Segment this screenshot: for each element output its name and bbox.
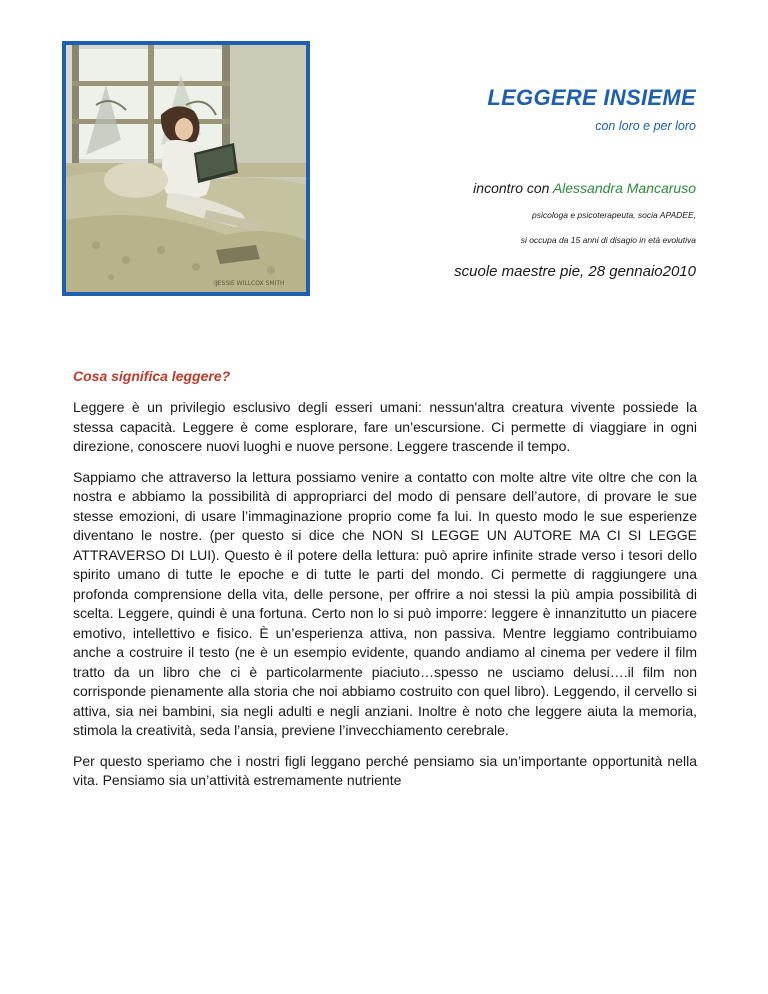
speaker-name: Alessandra Mancaruso [552, 180, 696, 196]
section-heading: Cosa significa leggere? [73, 368, 231, 384]
paragraph-3: Per questo speriamo che i nostri figli leggano perché pensiamo sia un’importante opportunità nella vita. Pensiamo sia un’attività estremamente nutriente [73, 752, 697, 788]
illustration-graphic [66, 45, 306, 292]
document-title: LEGGERE INSIEME [487, 85, 696, 110]
reading-girl-illustration [62, 41, 310, 296]
paragraph-1: Leggere è un privilegio esclusivo degli esseri umani: nessun'altra creatura vivente possiede la stessa capacità. Leggere è come esplorare, fare un’escursione. Ci permette di viaggiare in ogni direzione, conoscere nuovi luoghi e nuove persone. Leggere trascende il tempo. [73, 399, 697, 454]
paragraph-2: Sappiamo che attraverso la lettura possiamo venire a contatto con molte altre vite oltre che con la nostra e abbiamo la possibilità di appropriarci del modo di pensare dell’autore, di provare le sue stesse emozioni, di usare l’immaginazione proprio come fa lui. In questo modo le sue esperienze diventano le nostre. (per questo si dice che NON SI LEGGE UN AUTORE MA CI SI LEGGE ATTRAVERSO DI LUI). Questo è il potere della lettura: può aprire infinite strade verso i tesori dello spirito umano di tutte le epoche e di tutte le parti del mondo. Ci permette di raggiungere una profonda comprensione della vita, delle persone, per offrire a noi stessi la più ampia possibilità di scelta. Leggere, quindi è una fortuna. Certo non lo si può imporre: leggere è innanzitutto un piacere emotivo, intellettivo e fisico. È un’esperienza attiva, non passiva. Mentre leggiamo contribuiamo anche a costruire il testo (ne è un esempio evidente, quando andiamo al cinema per vedere il film tratto da un libro che ci è particolarmente piaciuto…spesso ne usciamo delusi….il film non corrisponde pienamente alla storia che noi abbiamo costruito con quel libro). Leggendo, il cervello si attiva, sia nei bambini, sia negli adulti e negli anziani. Inoltre è noto che leggere aiuta la memoria, stimola la creatività, seda l’ansia, previene l’invecchiamento cerebrale. [73, 468, 697, 738]
header-block [336, 84, 696, 281]
document-subtitle: con loro e per loro [595, 119, 696, 133]
speaker-role: psicologa e psicoterapeuta, socia APADEE, [532, 210, 696, 220]
main-content [73, 367, 697, 802]
meeting-prefix: incontro con [473, 180, 553, 196]
venue-date: scuole maestre pie, 28 gennaio2010 [454, 263, 696, 280]
meeting-line [336, 179, 696, 197]
speaker-note: si occupa da 15 anni di disagio in età evolutiva [520, 235, 696, 245]
svg-text:JESSIE WILLCOX SMITH: JESSIE WILLCOX SMITH [216, 280, 285, 287]
